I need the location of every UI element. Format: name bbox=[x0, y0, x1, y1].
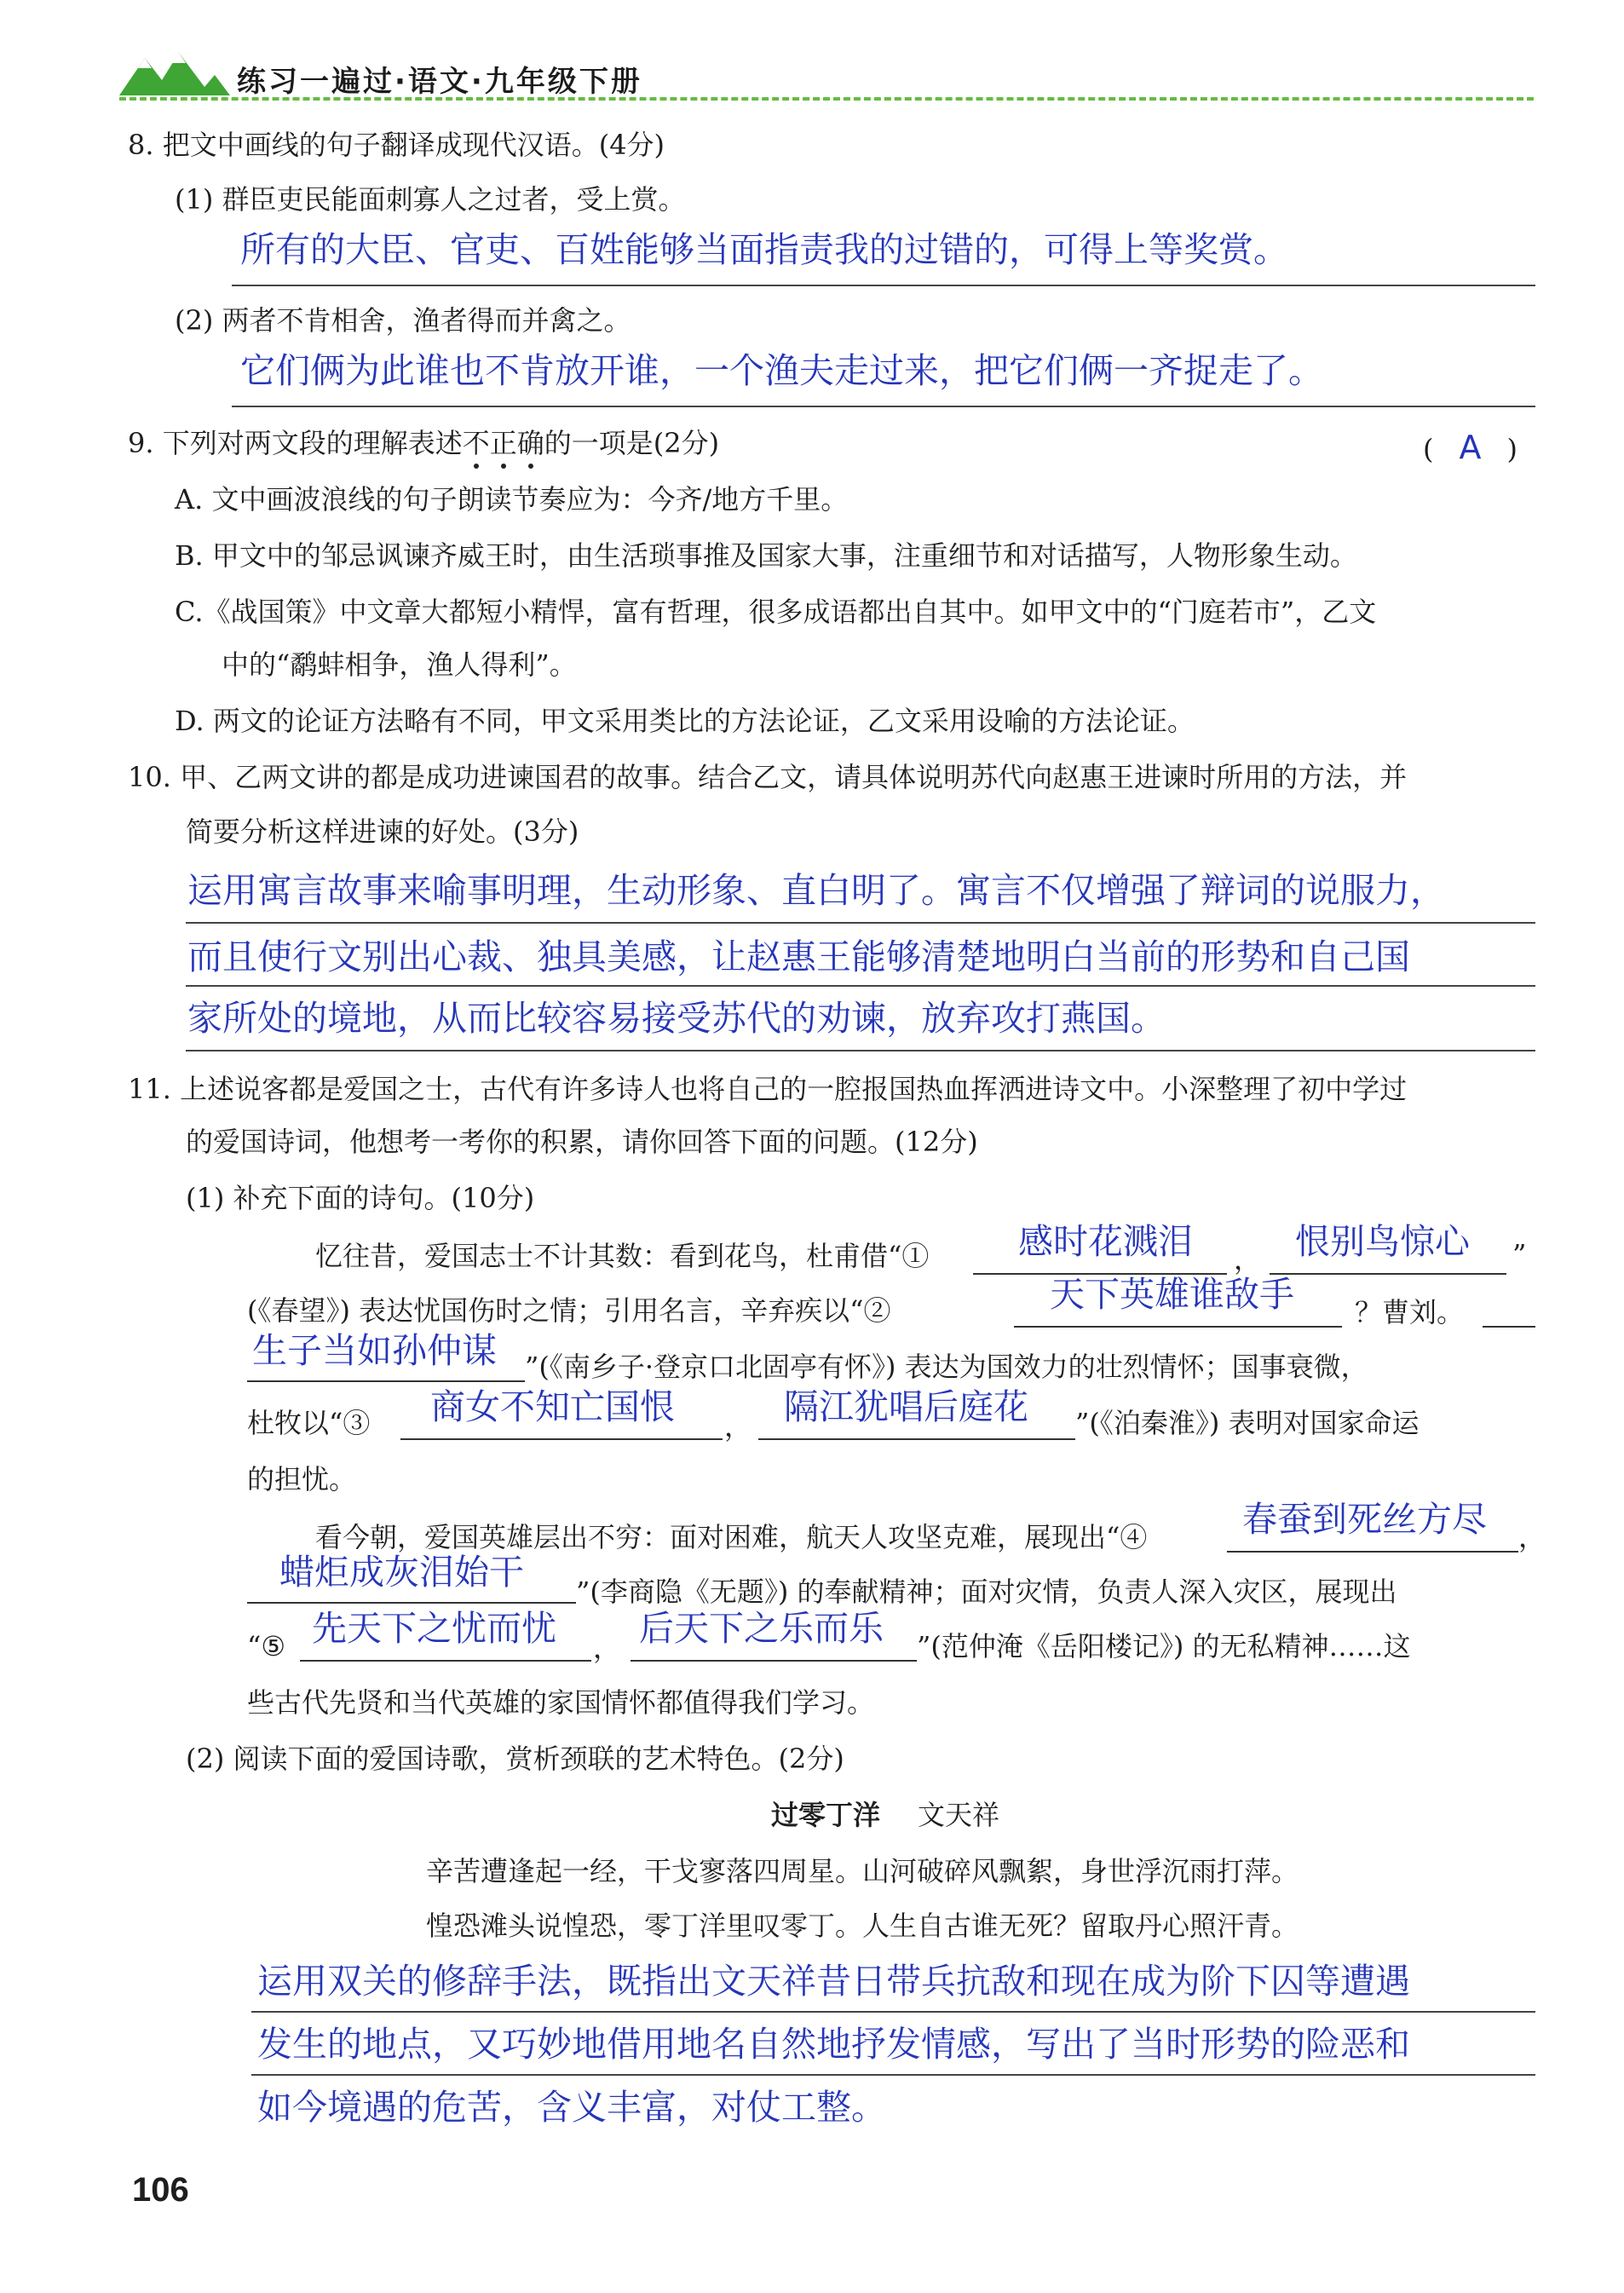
para1-line5-text: 的担忧。 bbox=[247, 1463, 357, 1495]
para1-line2-text: (《春望》) 表达忧国伤时之情；引用名言，辛弃疾以“② bbox=[247, 1294, 891, 1327]
para2-line4-text: 些古代先贤和当代英雄的家国情怀都值得我们学习。 bbox=[247, 1686, 875, 1719]
poem-line-2: 惶恐滩头说惶恐，零丁洋里叹零丁。人生自古谁无死？留取丹心照汗青。 bbox=[426, 1910, 1299, 1942]
answer-3b: 隔江犹唱后庭花 bbox=[784, 1386, 1028, 1427]
q8-answer-1: 所有的大臣、官吏、百姓能够当面指责我的过错的，可得上等奖赏。 bbox=[240, 229, 1288, 270]
answer-1a: 感时花溅泪 bbox=[1018, 1221, 1193, 1262]
blank-2-cont bbox=[1483, 1282, 1535, 1328]
answer-1b: 恨别鸟惊心 bbox=[1295, 1221, 1470, 1262]
q11-part1-label: (1) 补充下面的诗句。(10分) bbox=[186, 1182, 535, 1214]
q9-option-b: B. 甲文中的邹忌讽谏齐威王时，由生活琐事推及国家大事，注重细节和对话描写，人物形象生动。 bbox=[175, 539, 1357, 572]
q8-sentence-2: (2) 两者不肯相舍，渔者得而并禽之。 bbox=[175, 304, 631, 337]
poem-line-1: 辛苦遭逢起一经，干戈寥落四周星。山河破碎风飘絮，身世浮沉雨打萍。 bbox=[426, 1855, 1299, 1887]
answer-line bbox=[251, 2011, 1535, 2013]
answer-4a: 春蚕到死丝方尽 bbox=[1242, 1499, 1487, 1540]
answer-4b: 蜡炬成灰泪始干 bbox=[279, 1552, 524, 1593]
q11-stem: 11. 上述说客都是爱国之士，古代有许多诗人也将自己的一腔报国热血挥洒进诗文中。小深整理了初中学过 bbox=[128, 1073, 1408, 1105]
header-divider bbox=[119, 97, 1534, 101]
para1-line4-text: 杜牧以“③ bbox=[247, 1407, 371, 1439]
para1-line1-text: 忆往昔，爱国志士不计其数：看到花鸟，杜甫借“① bbox=[315, 1240, 930, 1272]
answer-line bbox=[186, 985, 1535, 987]
q11-part2-answer-line-2: 发生的地点，又巧妙地借用地名自然地抒发情感，写出了当时形势的险恶和 bbox=[257, 2024, 1410, 2065]
q10-answer-line-1: 运用寓言故事来喻事明理，生动形象、直白明了。寓言不仅增强了辩词的说服力， bbox=[187, 870, 1445, 911]
answer-line bbox=[251, 2074, 1535, 2076]
para2-line2-text: ”(李商隐《无题》) 的奉献精神；面对灾情，负责人深入灾区，展现出 bbox=[576, 1576, 1397, 1608]
poem-author: 文天祥 bbox=[918, 1799, 1000, 1831]
answer-5a: 先天下之忧而忧 bbox=[312, 1608, 556, 1649]
answer-2b: 生子当如孙仲谋 bbox=[252, 1330, 497, 1371]
comma: ， bbox=[1234, 1243, 1262, 1276]
q9-answer-bracket: ( A ) bbox=[1423, 429, 1517, 466]
q11-part2-answer-line-1: 运用双关的修辞手法，既指出文天祥昔日带兵抗敌和现在成为阶下囚等遭遇 bbox=[257, 1961, 1410, 2002]
answer-line bbox=[186, 1050, 1535, 1051]
answer-line bbox=[186, 922, 1535, 924]
poem-title: 过零丁洋 bbox=[771, 1799, 881, 1831]
book-title: 练习一遍过·语文·九年级下册 bbox=[237, 65, 642, 99]
comma: ， bbox=[593, 1632, 621, 1664]
q10-answer-line-2: 而且使行文别出心裁、独具美感，让赵惠王能够清楚地明白当前的形势和自己国 bbox=[187, 936, 1410, 977]
q8-answer-2: 它们俩为此谁也不肯放开谁，一个渔夫走过来，把它们俩一齐捉走了。 bbox=[240, 350, 1323, 391]
page-number: 106 bbox=[132, 2171, 189, 2209]
q9-answer: A bbox=[1459, 429, 1482, 466]
comma: ， bbox=[724, 1410, 752, 1443]
comma: ， bbox=[1518, 1521, 1546, 1553]
q9-stem: 9. 下列对两文段的理解表述不正确的一项是(2分) bbox=[128, 427, 720, 459]
close-quote: ” bbox=[1512, 1238, 1527, 1270]
q9-option-a: A. 文中画波浪线的句子朗读节奏应为：今齐/地方千里。 bbox=[175, 483, 849, 516]
q11-part2-answer-line-3: 如今境遇的危苦，含义丰富，对仗工整。 bbox=[257, 2087, 886, 2128]
para1-line4-tail: ”(《泊秦淮》) 表明对国家命运 bbox=[1075, 1407, 1420, 1439]
answer-3a: 商女不知亡国恨 bbox=[430, 1386, 675, 1427]
q8-sentence-1: (1) 群臣吏民能面刺寡人之过者，受上赏。 bbox=[175, 183, 686, 216]
poem-heading bbox=[771, 1798, 999, 1832]
question-mark-cao-liu: ？曹刘。 bbox=[1355, 1296, 1465, 1328]
answer-line bbox=[232, 406, 1535, 407]
q10-stem: 10. 甲、乙两文讲的都是成功进谏国君的故事。结合乙文，请具体说明苏代向赵惠王进谏时所用的方法，并 bbox=[128, 761, 1408, 793]
q9-option-c-cont: 中的“鹬蚌相争，渔人得利”。 bbox=[222, 648, 577, 681]
q9-option-d: D. 两文的论证方法略有不同，甲文采用类比的方法论证，乙文采用设喻的方法论证。 bbox=[175, 705, 1195, 737]
answer-5b: 后天下之乐而乐 bbox=[639, 1608, 884, 1649]
q10-answer-line-3: 家所处的境地，从而比较容易接受苏代的劝谏，放弃攻打燕国。 bbox=[187, 998, 1166, 1039]
para2-line3-text: “⑤ bbox=[247, 1630, 286, 1662]
q10-stem-cont: 简要分析这样进谏的好处。(3分) bbox=[186, 815, 579, 848]
q11-part2-label: (2) 阅读下面的爱国诗歌，赏析颈联的艺术特色。(2分) bbox=[186, 1743, 844, 1775]
q11-stem-cont: 的爱国诗词，他想考一考你的积累，请你回答下面的问题。(12分) bbox=[186, 1126, 978, 1158]
para1-line3-text: ”(《南乡子·登京口北固亭有怀》) 表达为国效力的壮烈情怀；国事衰微， bbox=[525, 1351, 1368, 1383]
q8-stem: 8. 把文中画线的句子翻译成现代汉语。(4分) bbox=[128, 129, 665, 161]
para2-line1-text: 看今朝，爱国英雄层出不穷：面对困难，航天人攻坚克难，展现出“④ bbox=[315, 1521, 1148, 1553]
q9-option-c: C.《战国策》中文章大都短小精悍，富有哲理，很多成语都出自其中。如甲文中的“门庭若市”，乙文 bbox=[175, 596, 1377, 628]
para2-line3-tail: ”(范仲淹《岳阳楼记》) 的无私精神……这 bbox=[917, 1630, 1411, 1662]
mountain-logo-icon bbox=[119, 49, 230, 97]
answer-line bbox=[232, 285, 1535, 286]
answer-2a: 天下英雄谁敌手 bbox=[1050, 1274, 1294, 1315]
